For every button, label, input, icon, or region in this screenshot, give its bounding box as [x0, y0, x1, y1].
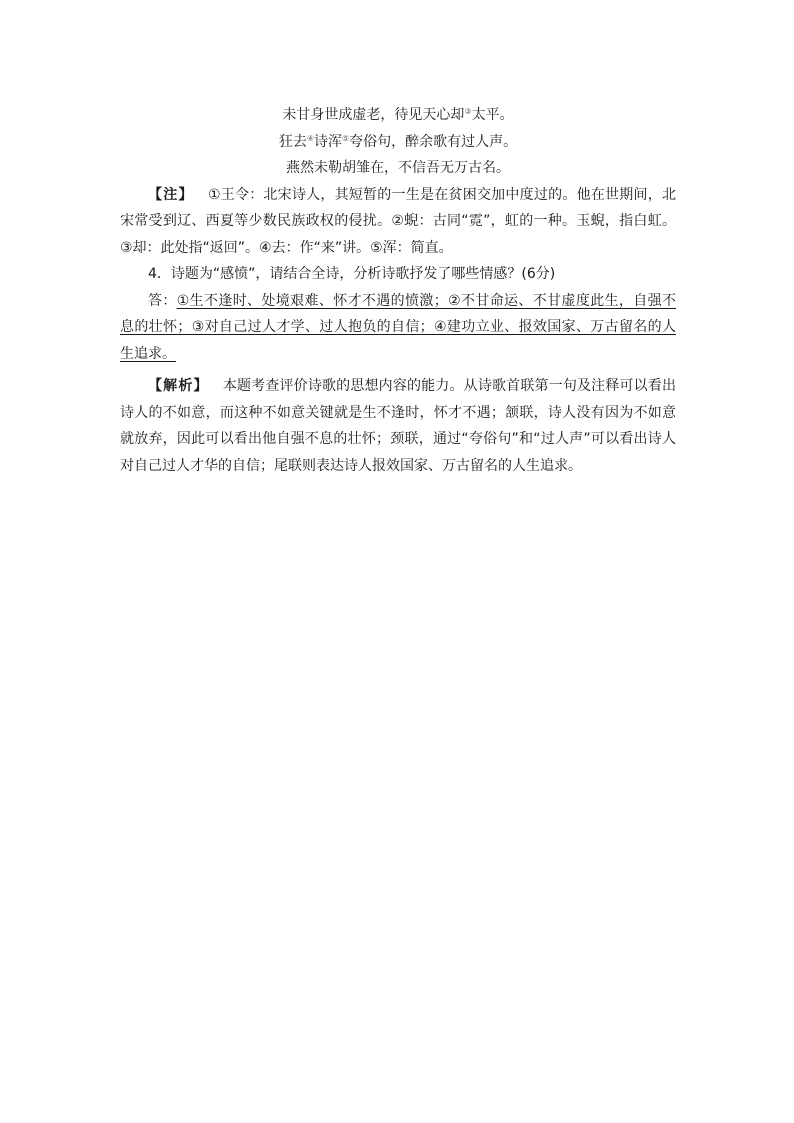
- answer-label: 答：: [148, 292, 177, 309]
- note-text: ①王令：北宋诗人，其短暂的一生是在贫困交加中度过的。他在世期间，北宋常受到辽、西夏等少数民族政权的侵扰。②蜺：古同“霓”，虹的一种。玉蜺，指白虹。③却：此处指“返回”。④去：作“来”讲。⑤浑：简直。: [120, 186, 676, 256]
- footnote-marker-4: ④: [306, 133, 314, 143]
- poem-line-3: [120, 155, 676, 182]
- poem-line-2: [120, 129, 676, 156]
- answer-paragraph: [120, 288, 676, 368]
- document-content: [120, 102, 676, 479]
- note-tag: 【注】: [148, 186, 194, 203]
- poem-line-2-text-b: 诗浑: [314, 133, 342, 150]
- poem-line-2-text-c: 夸俗句，醉余歌有过人声。: [349, 133, 518, 150]
- analysis-tag: 【解析】: [148, 378, 209, 394]
- note-paragraph: [120, 182, 676, 262]
- poem-line-2-text-a: 狂去: [278, 133, 307, 150]
- analysis-text: 本题考查评价诗歌的思想内容的能力。从诗歌首联第一句及注释可以看出诗人的不如意，而这种不如意关键就是生不逢时，怀才不遇；颔联，诗人没有因为不如意就放弃，因此可以看出他自强不息的壮怀；颈联，通过“夸俗句”和“过人声”可以看出诗人对自己过人才华的自信；尾联则表达诗人报效国家、万古留名的人生追求。: [120, 378, 677, 474]
- answer-text: ①生不逢时、处境艰难、怀才不遇的愤激；②不甘命运、不甘虚度此生，自强不息的壮怀；③对自己过人才学、过人抱负的自信；④建功立业、报效国家、万古留名的人生追求。: [120, 292, 676, 362]
- footnote-marker-3: ③: [464, 107, 472, 116]
- footnote-marker-5: ⑤: [342, 133, 350, 143]
- question-text: 4．诗题为“感愤”，请结合全诗，分析诗歌抒发了哪些情感？(6分): [148, 266, 556, 282]
- poem-line-1-text-a: 未甘身世成虚老，待见天心却: [282, 107, 465, 123]
- poem-line-1: [120, 102, 676, 129]
- poem-line-3-text: 燕然未勒胡雏在，不信吾无万古名。: [286, 160, 510, 176]
- question-paragraph: [120, 261, 676, 288]
- poem-line-1-text-b: 太平。: [471, 107, 514, 123]
- analysis-paragraph: [120, 373, 676, 479]
